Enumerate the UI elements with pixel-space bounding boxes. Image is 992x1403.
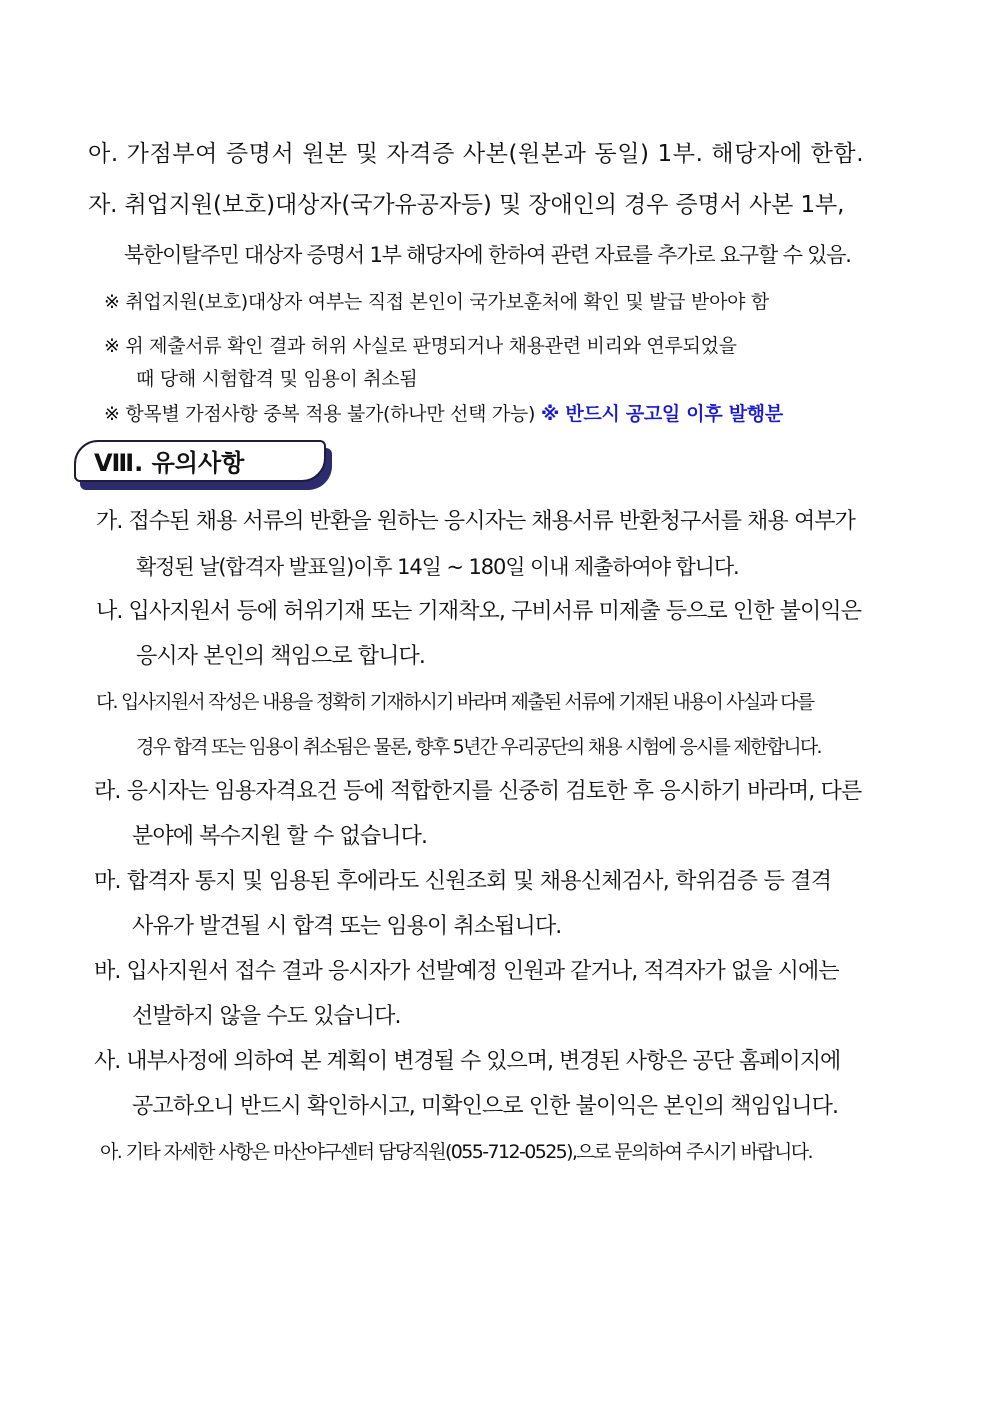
note-duplicate-points	[104, 401, 783, 427]
list-item-ja-continued: 북한이탈주민 대상자 증명서 1부 해당자에 한하여 관련 자료를 추가로 요구할 수 있음.	[124, 243, 851, 267]
notice-item-ba-continued: 선발하지 않을 수도 있습니다.	[132, 1004, 401, 1029]
notice-item-ba: 바. 입사지원서 접수 결과 응시자가 선발예정 인원과 같거나, 적격자가 없을 시에는	[94, 959, 839, 984]
notice-item-da-continued: 경우 합격 또는 임용이 취소됨은 물론, 향후 5년간 우리공단의 채용 시험에 응시를 제한합니다.	[136, 736, 821, 758]
notice-item-sa-continued: 공고하오니 반드시 확인하시고, 미확인으로 인한 불이익은 본인의 책임입니다.	[132, 1094, 839, 1119]
list-item-a: 아. 가점부여 증명서 원본 및 자격증 사본(원본과 동일) 1부. 해당자에 한함.	[88, 141, 865, 167]
notice-item-da: 다. 입사지원서 작성은 내용을 정확히 기재하시기 바라며 제출된 서류에 기재된 내용이 사실과 다를	[96, 691, 814, 713]
notice-item-ma-continued: 사유가 발견될 시 합격 또는 임용이 취소됩니다.	[132, 914, 562, 939]
notice-item-ra-continued: 분야에 복수지원 할 수 없습니다.	[132, 824, 428, 849]
note-issue-date-highlight: ※ 반드시 공고일 이후 발행분	[540, 403, 783, 425]
section-title: Ⅷ. 유의사항	[94, 449, 245, 477]
notice-item-ra: 라. 응시자는 임용자격요건 등에 적합한지를 신중히 검토한 후 응시하기 바라며, 다른	[94, 779, 862, 804]
notice-item-ma: 마. 합격자 통지 및 임용된 후에라도 신원조회 및 채용신체검사, 학위검증 등 결격	[94, 869, 832, 894]
note-false-docs-continued: 때 당해 시험합격 및 임용이 취소됨	[136, 368, 418, 390]
notice-item-sa: 사. 내부사정에 의하여 본 계획이 변경될 수 있으며, 변경된 사항은 공단 홈페이지에	[94, 1049, 841, 1074]
note-false-docs: ※ 위 제출서류 확인 결과 허위 사실로 판명되거나 채용관련 비리와 연루되었을	[104, 335, 737, 357]
notice-item-na: 나. 입사지원서 등에 허위기재 또는 기재착오, 구비서류 미제출 등으로 인한 불이익은	[96, 599, 862, 624]
list-item-ja: 자. 취업지원(보호)대상자(국가유공자등) 및 장애인의 경우 증명서 사본 1부,	[88, 192, 845, 218]
notice-item-ga-continued: 확정된 날(합격자 발표일)이후 14일 ~ 180일 이내 제출하여야 합니다.	[136, 555, 739, 579]
notice-item-ga: 가. 접수된 채용 서류의 반환을 원하는 응시자는 채용서류 반환청구서를 채용 여부가	[96, 509, 855, 534]
section-heading-box	[74, 440, 326, 482]
note-duplicate-text: ※ 항목별 가점사항 중복 적용 불가(하나만 선택 가능)	[104, 403, 536, 425]
notice-item-a: 아. 기타 자세한 사항은 마산야구센터 담당직원(055-712-0525),으로 문의하여 주시기 바랍니다.	[100, 1141, 812, 1163]
notice-item-na-continued: 응시자 본인의 책임으로 합니다.	[136, 644, 425, 669]
note-veteran: ※ 취업지원(보호)대상자 여부는 직접 본인이 국가보훈처에 확인 및 발급 받아야 함	[104, 291, 769, 313]
section-heading	[74, 440, 332, 488]
